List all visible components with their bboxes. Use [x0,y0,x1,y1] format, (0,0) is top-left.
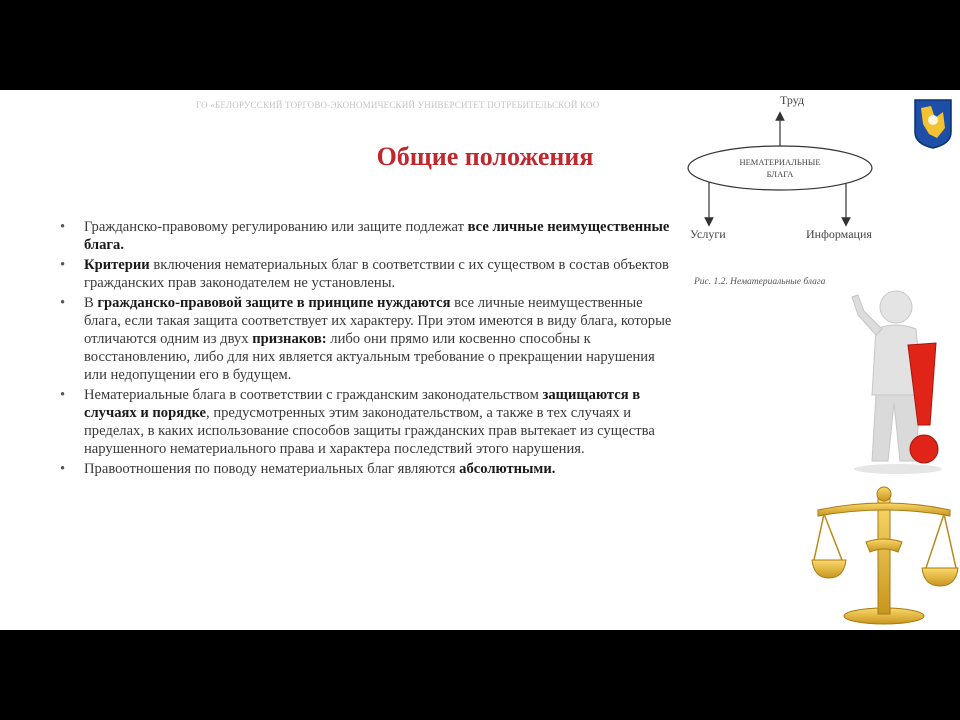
list-item [58,386,674,458]
bullet-list [58,218,674,480]
text-run: В [84,295,98,311]
diagram-center-ellipse [688,146,872,190]
list-item [58,294,674,384]
diagram-center-line2: БЛАГА [766,169,794,179]
diagram-left-label: Услуги [690,227,726,241]
bold-text: защищаются в случаях и порядке [84,387,641,421]
diagram-caption: Рис. 1.2. Нематериальные блага [694,277,826,287]
diagram-top-label: Труд [780,93,805,107]
bold-text: все личные неимущественные блага. [84,219,670,253]
text-run: Гражданско-правовому регулированию или защите подлежат [84,219,468,235]
thinking-figure-exclamation-icon [836,285,956,475]
text-run: включения нематериальных благ в соответствии с их существом в состав объектов гражданских прав законодателем не установлены. [84,257,669,291]
bold-text: Критерии [84,257,150,273]
intangible-goods-diagram [676,90,916,290]
slide [0,90,960,630]
diagram-center-line1: НЕМАТЕРИАЛЬНЫЕ [739,157,821,167]
scales-of-justice-icon [808,482,960,630]
list-item [58,460,674,478]
diagram-right-label: Информация [806,227,872,241]
text-run: все личные неимущественные блага, если такая защита соответствует их характеру. При этом имеются в виду блага, которые отличаются одним из двух [84,295,672,347]
text-run: Нематериальные блага в соответствии с гражданским законодательством [84,387,543,403]
bold-text: абсолютными. [459,461,556,477]
university-emblem-icon [913,98,953,150]
text-run: Правоотношения по поводу нематериальных благ являются [84,461,460,477]
text-run: либо они прямо или косвенно способны к восстановлению, либо для них является актуальным требование о прекращении нарушения или недопущении его в будущем. [84,331,655,383]
list-item [58,218,674,254]
page-title: Общие положения [376,142,594,171]
bold-text: гражданско-правовой защите в принципе нуждаются [97,295,451,311]
bold-text: признаков: [252,331,327,347]
slide-header: ГО «БЕЛОРУССКИЙ ТОРГОВО-ЭКОНОМИЧЕСКИЙ УНИВЕРСИТЕТ ПОТРЕБИТЕЛЬСКОЙ КОО [196,100,600,110]
text-run: , предусмотренных этим законодательством, а также в тех случаях и пределах, в каких использование способов защиты гражданских прав вытекает из существа нарушенного нематериального права и характера последствий этого нарушения. [84,405,655,457]
list-item [58,256,674,292]
